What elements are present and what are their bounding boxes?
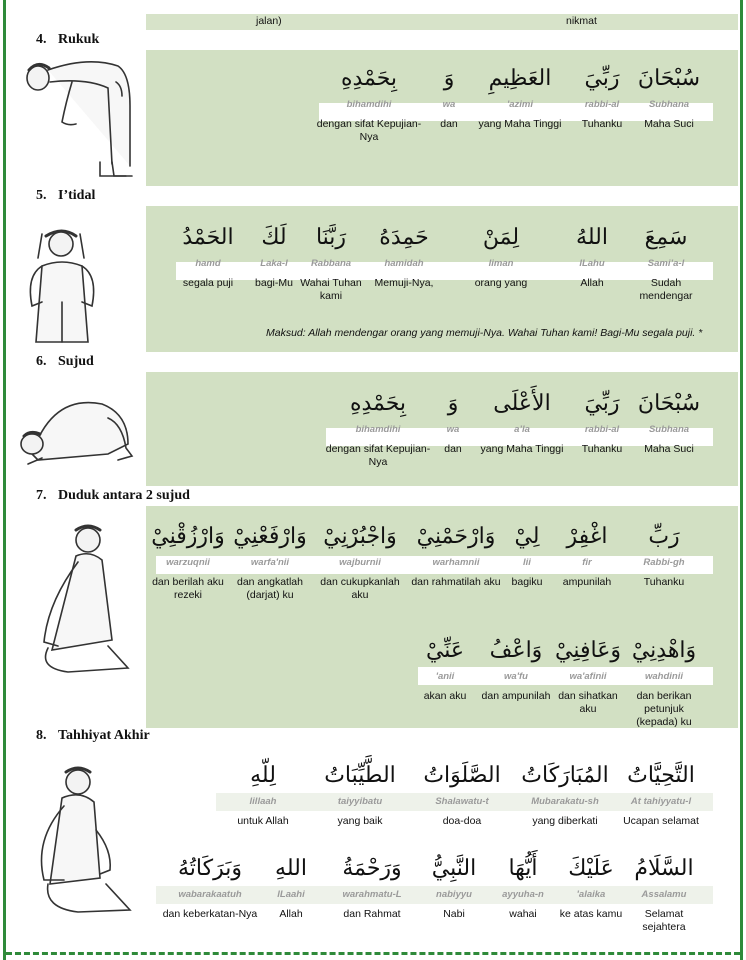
duduk-word-row-1 bbox=[148, 520, 704, 602]
arabic-word: رَبِّ bbox=[648, 524, 680, 549]
arabic-word: حَمِدَهُ bbox=[379, 225, 429, 250]
meaning: Maha Suci bbox=[644, 118, 694, 130]
meaning: dan Rahmat bbox=[343, 908, 401, 920]
arabic-word: وَرَحْمَةُ bbox=[342, 856, 402, 881]
transliteration: 'azimi bbox=[506, 99, 534, 110]
word-column bbox=[410, 634, 480, 729]
page bbox=[3, 0, 743, 960]
section-header-sujud: 6. Sujud bbox=[36, 354, 94, 369]
transliteration: Mubarakatu-sh bbox=[531, 796, 599, 807]
meaning: Sudah mendengar bbox=[639, 277, 693, 302]
word-column bbox=[446, 221, 556, 303]
arabic-word: أَيُّهَا bbox=[508, 856, 538, 881]
word-column bbox=[634, 387, 704, 469]
meaning: dan berikan petunjuk (kepada) ku bbox=[636, 690, 692, 728]
strip-right-text: nikmat bbox=[566, 15, 597, 27]
transliteration: Rabbi-gh bbox=[643, 557, 685, 568]
meaning: doa-doa bbox=[442, 815, 482, 827]
strip-left-text: jalan) bbox=[256, 15, 282, 27]
meaning: dan sihatkan aku bbox=[558, 690, 618, 715]
meaning: Nabi bbox=[443, 908, 465, 920]
arabic-word: وَ bbox=[443, 66, 455, 91]
word-column bbox=[412, 759, 512, 828]
transliteration: rabbi-al bbox=[584, 99, 620, 110]
arabic-word: لِلّهِ bbox=[250, 763, 276, 788]
word-column bbox=[310, 62, 428, 144]
transliteration: warahmatu-L bbox=[342, 889, 402, 900]
transliteration: 'anii bbox=[435, 671, 455, 682]
arabic-word: لِمَنْ bbox=[482, 225, 520, 250]
arabic-word: لِيْ bbox=[514, 524, 540, 549]
word-column bbox=[308, 759, 412, 828]
transliteration: warzuqnii bbox=[166, 557, 210, 568]
section-header-duduk: 7. Duduk antara 2 sujud bbox=[36, 488, 190, 503]
arabic-word: الطَّيِّبَاتُ bbox=[324, 763, 396, 788]
transliteration: hamidah bbox=[384, 258, 424, 269]
transliteration: wa'fu bbox=[504, 671, 528, 682]
word-column bbox=[420, 852, 488, 934]
transliteration: Assalamu bbox=[641, 889, 687, 900]
word-column bbox=[558, 852, 624, 934]
arabic-word: المُبَارَكَاتُ bbox=[521, 763, 609, 788]
arabic-word: بِحَمْدِهِ bbox=[349, 391, 407, 416]
transliteration: wajburnii bbox=[339, 557, 381, 568]
itidal-figure-icon bbox=[12, 212, 112, 348]
sujud-figure-icon bbox=[12, 378, 142, 482]
meaning: dan bbox=[444, 443, 462, 455]
meaning: segala puji bbox=[182, 277, 234, 289]
transliteration: lLahu bbox=[579, 258, 605, 269]
transliteration: rabbi-al bbox=[584, 424, 620, 435]
meaning: dan berilah aku rezeki bbox=[152, 576, 224, 601]
word-column bbox=[550, 520, 624, 602]
arabic-word: الحَمْدُ bbox=[182, 225, 234, 250]
transliteration: lLaahi bbox=[277, 889, 305, 900]
word-column bbox=[258, 852, 324, 934]
word-column bbox=[624, 852, 704, 934]
meaning: dengan sifat Kepujian-Nya bbox=[325, 443, 431, 468]
transliteration: bihamdihi bbox=[346, 99, 392, 110]
arabic-word: وَاعْفُ bbox=[489, 638, 543, 663]
arabic-word: وَعَافِنِيْ bbox=[555, 638, 621, 663]
word-column bbox=[148, 520, 228, 602]
word-column bbox=[408, 520, 504, 602]
word-column bbox=[228, 520, 312, 602]
transliteration: liman bbox=[488, 258, 514, 269]
rukuk-figure-icon bbox=[12, 52, 142, 184]
meaning: orang yang bbox=[474, 277, 528, 289]
word-column bbox=[570, 62, 634, 144]
arabic-word: لَكَ bbox=[261, 225, 287, 250]
meaning: dan angkatlah (darjat) ku bbox=[237, 576, 303, 601]
arabic-word: عَنِّيْ bbox=[425, 638, 465, 663]
word-column bbox=[556, 221, 628, 303]
meaning: dan keberkatan-Nya bbox=[162, 908, 258, 920]
tahhiyat-word-row-2 bbox=[162, 852, 704, 934]
transliteration: warhamnii bbox=[432, 557, 480, 568]
transliteration: fir bbox=[582, 557, 592, 568]
transliteration: At tahiyyatu-l bbox=[630, 796, 692, 807]
meaning: yang baik bbox=[337, 815, 383, 827]
word-column bbox=[504, 520, 550, 602]
meaning: Tuhanku bbox=[581, 443, 623, 455]
word-column bbox=[480, 634, 552, 729]
tahhiyat-figure-icon bbox=[12, 760, 136, 920]
sujud-word-row bbox=[324, 387, 704, 469]
meaning: dan bbox=[440, 118, 458, 130]
arabic-word: رَبِّيَ bbox=[584, 391, 620, 416]
arabic-word: وَارْزُقْنِيْ bbox=[151, 524, 225, 549]
word-column bbox=[428, 62, 470, 144]
arabic-word: وَ bbox=[447, 391, 459, 416]
page-bottom-border bbox=[6, 952, 740, 960]
arabic-word: التَّحِيَّاتُ bbox=[627, 763, 695, 788]
duduk-figure-icon bbox=[12, 518, 132, 682]
word-column bbox=[552, 634, 624, 729]
meaning: Allah bbox=[580, 277, 604, 289]
meaning: wahai bbox=[509, 908, 537, 920]
word-column bbox=[300, 221, 362, 303]
word-column bbox=[324, 852, 420, 934]
meaning: Ucapan selamat bbox=[623, 815, 699, 827]
meaning: bagi-Mu bbox=[255, 277, 293, 289]
word-column bbox=[248, 221, 300, 303]
meaning: bagiku bbox=[511, 576, 543, 588]
meaning: ke atas kamu bbox=[559, 908, 623, 920]
transliteration: wa bbox=[446, 424, 460, 435]
arabic-word: سُبْحَانَ bbox=[637, 66, 701, 91]
word-column bbox=[624, 634, 704, 729]
arabic-word: وَاهْدِنِيْ bbox=[631, 638, 697, 663]
section-header-rukuk: 4. Rukuk bbox=[36, 32, 100, 47]
transliteration: a’la bbox=[514, 424, 530, 435]
arabic-word: رَبِّيَ bbox=[584, 66, 620, 91]
word-column bbox=[324, 387, 432, 469]
meaning: Tuhanku bbox=[643, 576, 685, 588]
meaning: dan cukupkanlah aku bbox=[320, 576, 400, 601]
transliteration: nabiyyu bbox=[436, 889, 472, 900]
word-column bbox=[432, 387, 474, 469]
meaning: dan ampunilah bbox=[481, 690, 551, 702]
arabic-word: سَمِعَ bbox=[644, 225, 688, 250]
arabic-word: وَارْفَعْنِيْ bbox=[233, 524, 307, 549]
arabic-word: العَظِيمِ bbox=[488, 66, 552, 91]
word-column bbox=[512, 759, 618, 828]
word-column bbox=[634, 62, 704, 144]
word-column bbox=[618, 759, 704, 828]
transliteration: ayyuha-n bbox=[502, 889, 544, 900]
transliteration: bihamdihi bbox=[355, 424, 401, 435]
meaning: Selamat sejahtera bbox=[642, 908, 686, 933]
transliteration: warfa'nii bbox=[250, 557, 290, 568]
meaning: Tuhanku bbox=[581, 118, 623, 130]
word-column bbox=[470, 62, 570, 144]
arabic-word: الصَّلَوَاتُ bbox=[423, 763, 501, 788]
transliteration: Shalawatu-t bbox=[435, 796, 489, 807]
transliteration: 'alaika bbox=[576, 889, 606, 900]
arabic-word: وَاجْبُرْنِيْ bbox=[323, 524, 397, 549]
word-column bbox=[488, 852, 558, 934]
word-column bbox=[168, 221, 248, 303]
transliteration: wabarakaatuh bbox=[178, 889, 242, 900]
meaning: ampunilah bbox=[562, 576, 612, 588]
arabic-word: رَبَّنَا bbox=[315, 225, 347, 250]
transliteration: Rabbana bbox=[310, 258, 352, 269]
transliteration: hamd bbox=[195, 258, 221, 269]
meaning: yang Maha Tinggi bbox=[480, 443, 564, 455]
word-column bbox=[162, 852, 258, 934]
tahhiyat-word-row-1 bbox=[218, 759, 704, 828]
meaning: untuk Allah bbox=[237, 815, 289, 827]
itidal-meaning-note: Maksud: Allah mendengar orang yang memuji-Nya. Wahai Tuhan kami! Bagi-Mu segala puji. * bbox=[266, 327, 703, 339]
meaning: dengan sifat Kepujian-Nya bbox=[316, 118, 422, 143]
arabic-word: الأَعْلَى bbox=[493, 391, 551, 416]
transliteration: Laka-l bbox=[260, 258, 288, 269]
transliteration: Subhana bbox=[648, 99, 690, 110]
meaning: Wahai Tuhan kami bbox=[300, 277, 362, 302]
meaning: Maha Suci bbox=[644, 443, 694, 455]
transliteration: wahdinii bbox=[645, 671, 683, 682]
meaning: akan aku bbox=[423, 690, 467, 702]
transliteration: wa'afinii bbox=[569, 671, 607, 682]
arabic-word: النَّبِيُّ bbox=[431, 856, 477, 881]
arabic-word: اللهِ bbox=[275, 856, 307, 881]
word-column bbox=[312, 520, 408, 602]
arabic-word: السَّلَامُ bbox=[634, 856, 694, 881]
duduk-word-row-2 bbox=[410, 634, 704, 729]
word-column bbox=[362, 221, 446, 303]
transliteration: lii bbox=[523, 557, 531, 568]
arabic-word: اللهُ bbox=[576, 225, 608, 250]
arabic-word: سُبْحَانَ bbox=[637, 391, 701, 416]
meaning: Allah bbox=[279, 908, 303, 920]
previous-row-remainder bbox=[146, 14, 738, 30]
section-header-tahhiyat: 8. Tahhiyat Akhir bbox=[36, 728, 150, 743]
word-column bbox=[218, 759, 308, 828]
meaning: yang diberkati bbox=[532, 815, 598, 827]
arabic-word: وَارْحَمْنِيْ bbox=[416, 524, 496, 549]
meaning: dan rahmatilah aku bbox=[411, 576, 501, 588]
meaning: yang Maha Tinggi bbox=[478, 118, 562, 130]
word-column bbox=[570, 387, 634, 469]
word-column bbox=[474, 387, 570, 469]
arabic-word: اغْفِرْ bbox=[566, 524, 608, 549]
section-header-itidal: 5. I’tidal bbox=[36, 188, 96, 203]
transliteration: wa bbox=[442, 99, 456, 110]
word-column bbox=[624, 520, 704, 602]
rukuk-word-row bbox=[310, 62, 704, 144]
transliteration: Sami’a-l bbox=[647, 258, 685, 269]
meaning: Memuji-Nya, bbox=[374, 277, 434, 289]
itidal-word-row bbox=[168, 221, 704, 303]
arabic-word: بِحَمْدِهِ bbox=[340, 66, 398, 91]
transliteration: Subhana bbox=[648, 424, 690, 435]
word-column bbox=[628, 221, 704, 303]
transliteration: taiyyibatu bbox=[337, 796, 383, 807]
arabic-word: عَلَيْكَ bbox=[568, 856, 614, 881]
arabic-word: وَبَرَكَاتُهُ bbox=[178, 856, 242, 881]
transliteration: lillaah bbox=[249, 796, 277, 807]
